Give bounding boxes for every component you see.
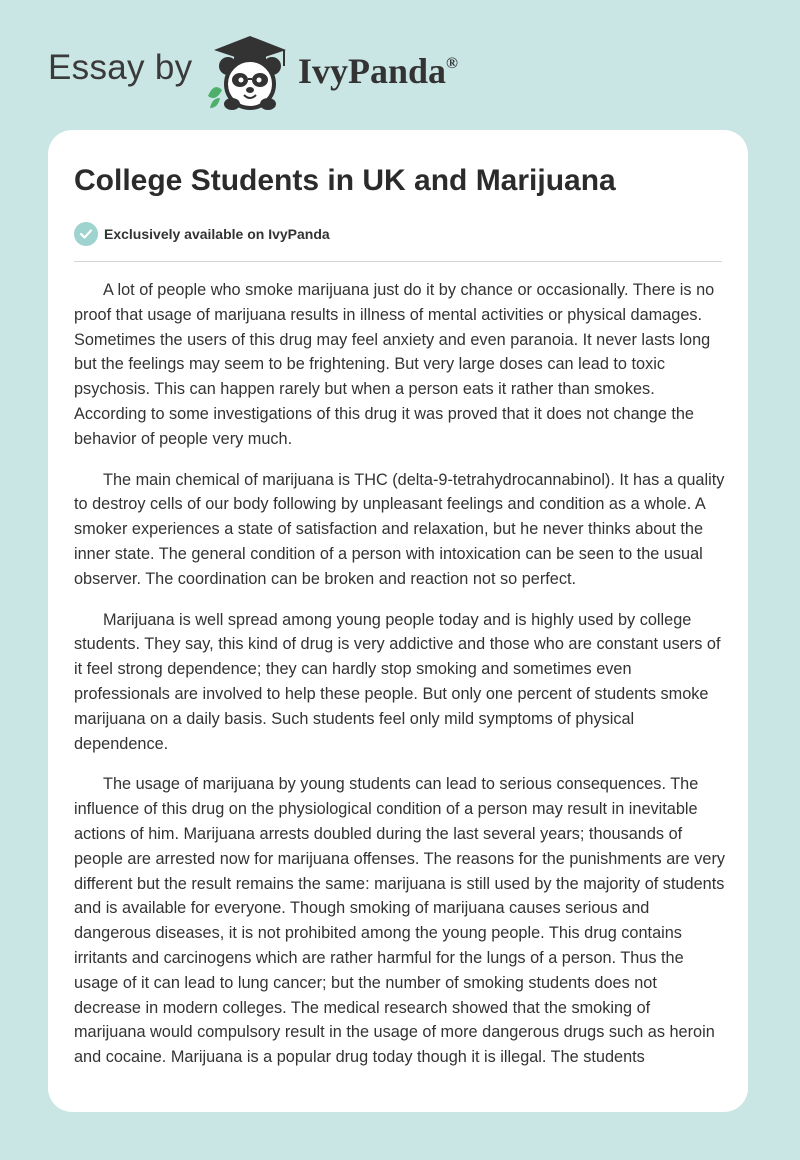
brand-text: IvyPanda <box>298 51 447 91</box>
check-circle-icon <box>74 222 98 246</box>
paragraph: The main chemical of marijuana is THC (delta-9-tetrahydrocannabinol). It has a quality to destroy cells of our body following by unpleasant feelings and condition as a whole. A smoker experiences a state of satisfaction and relaxation, but he never thinks about the inner state. The general condition of a person with intoxication can be seen to the usual observer. The coordination can be broken and reaction not so perfect. <box>74 470 725 588</box>
panda-graduate-icon <box>200 32 300 112</box>
page-title: College Students in UK and Marijuana <box>74 164 616 197</box>
exclusive-badge <box>74 222 330 246</box>
badge-label: Exclusively available on IvyPanda <box>104 226 330 242</box>
essay-card <box>48 130 748 1112</box>
essay-body <box>74 278 726 1086</box>
essay-by-label: Essay by <box>48 48 193 87</box>
paragraph: A lot of people who smoke marijuana just do it by chance or occasionally. There is no proof that usage of marijuana results in illness of mental activities or physical damages. Sometimes the users of this drug may feel anxiety and even paranoia. It never lasts long but the feelings may seem to be frightening. But very large doses can lead to toxic psychosis. This can happen rarely but when a person eats it rather than smokes. According to some investigations of this drug it was proved that it does not change the behavior of people very much. <box>74 281 715 448</box>
site-header <box>0 0 800 130</box>
brand-name[interactable] <box>298 50 458 92</box>
paragraph: The usage of marijuana by young students can lead to serious consequences. The influence of this drug on the physiological condition of a person may result in inevitable actions of him. Marijuana arrests doubled during the last several years; thousands of people are arrested now for marijuana offenses. The reasons for the punishments are very different but the result remains the same: marijuana is still used by the majority of students and is available for everyone. Though smoking of marijuana causes serious and dangerous diseases, it is not prohibited among the young people. This drug contains irritants and carcinogens which are rather harmful for the lungs of a person. Thus the usage of it can lead to lung cancer; but the number of smoking students does not decrease in modern colleges. The medical research showed that the smoking of marijuana would compulsory result in the usage of more dangerous drugs such as heroin and cocaine. Marijuana is a popular drug today though it is illegal. The students <box>74 775 726 1067</box>
registered-mark: ® <box>446 55 458 72</box>
paragraph: Marijuana is well spread among young people today and is highly used by college students. They say, this kind of drug is very addictive and those who are constant users of it feel strong dependence; they can hardly stop smoking and sometimes even professionals are involved to help these people. But only one percent of students smoke marijuana on a daily basis. Such students feel only mild symptoms of physical dependence. <box>74 610 721 753</box>
divider <box>74 261 722 262</box>
